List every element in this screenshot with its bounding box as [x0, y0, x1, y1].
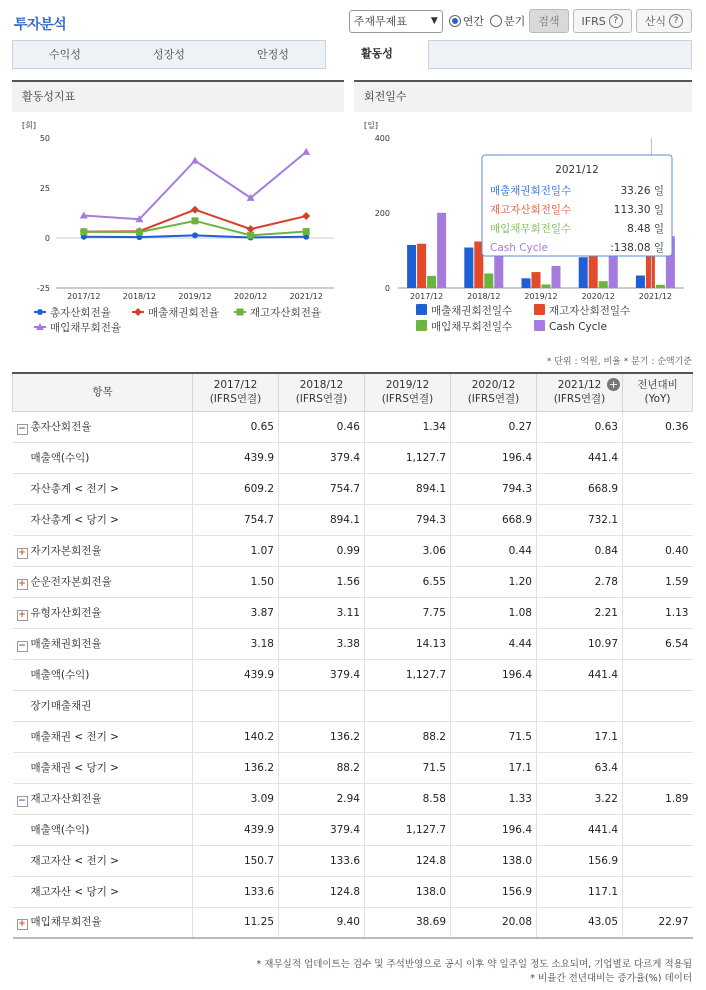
chevron-down-icon: ▼ [430, 16, 438, 26]
basis-label: (IFRS연결) [467, 393, 520, 406]
table-row [13, 504, 693, 535]
cell-value [537, 690, 623, 721]
cell-value: 196.4 [451, 442, 537, 473]
cell-yoy: 1.59 [623, 566, 693, 597]
cell-value: 17.1 [537, 721, 623, 752]
row-label-text: 재고자산회전율 [30, 792, 102, 805]
cell-value [451, 690, 537, 721]
top-bar [0, 0, 706, 40]
cell-value: 0.63 [537, 411, 623, 442]
row-label [13, 566, 193, 597]
cell-value: 4.44 [451, 628, 537, 659]
legend-marker [134, 308, 142, 316]
help-icon: ? [609, 14, 623, 28]
cell-value: 894.1 [365, 473, 451, 504]
cell-value: 88.2 [279, 752, 365, 783]
table-row [13, 566, 693, 597]
footnote-ratio: * 비율간 전년대비는 증가율(%) 데이터 [530, 973, 692, 984]
table-row [13, 690, 693, 721]
y-tick-label: 25 [39, 184, 50, 193]
tooltip-series-label: 매입채무회전일수 [490, 223, 572, 235]
tab-profitability[interactable]: 수익성 [49, 48, 81, 61]
legend-label: 재고자산회전율 [250, 307, 322, 319]
cell-yoy: 1.89 [623, 783, 693, 814]
x-tick-label: 2018/12 [467, 292, 501, 301]
expand-icon[interactable]: + [18, 547, 26, 558]
cell-value [279, 690, 365, 721]
legend-marker [237, 309, 244, 316]
cell-value: 88.2 [365, 721, 451, 752]
period-label: 2020/12 [471, 379, 516, 392]
cell-value: 0.27 [451, 411, 537, 442]
row-label-text: 매출액(수익) [30, 452, 90, 464]
data-point [303, 228, 310, 235]
cell-value: 124.8 [279, 876, 365, 907]
row-label-text: 재고자산 < 당기 > [30, 886, 119, 898]
cell-value: 6.55 [365, 566, 451, 597]
row-label [13, 628, 193, 659]
cell-value: 609.2 [193, 473, 279, 504]
radio-quarter[interactable] [490, 13, 525, 29]
cell-yoy [623, 442, 693, 473]
cell-yoy [623, 690, 693, 721]
cell-value: 133.6 [279, 845, 365, 876]
cell-yoy: 1.13 [623, 597, 693, 628]
data-point [302, 148, 310, 155]
bar [522, 278, 531, 288]
cell-value: 7.75 [365, 597, 451, 628]
activity-chart-panel [12, 80, 344, 338]
data-point [191, 157, 199, 164]
cell-yoy [623, 721, 693, 752]
row-label [13, 442, 193, 473]
legend-label: 재고자산회전일수 [549, 305, 631, 317]
bar [579, 257, 588, 288]
yoy-sub-label: (YoY) [644, 393, 671, 406]
help-icon: ? [669, 14, 683, 28]
y-tick-label: 0 [44, 234, 50, 243]
row-label [13, 907, 193, 938]
bar [427, 276, 436, 288]
cell-value: 2.21 [537, 597, 623, 628]
tooltip-series-label: 매출채권회전일수 [490, 185, 572, 197]
y-tick-label: -25 [36, 284, 50, 293]
cell-value: 441.4 [537, 442, 623, 473]
data-point [136, 229, 143, 236]
legend-label: 매입채무회전율 [50, 322, 122, 334]
x-tick-label: 2018/12 [122, 292, 157, 301]
cell-value: 150.7 [193, 845, 279, 876]
tooltip-period: 2021/12 [555, 164, 599, 176]
tooltip-series-value: 113.30 일 [613, 204, 664, 216]
cell-yoy [623, 876, 693, 907]
bar [417, 244, 426, 288]
col-period [537, 373, 623, 411]
cell-value: 441.4 [537, 814, 623, 845]
activity-chart-title: 활동성지표 [12, 80, 344, 112]
turnover-days-panel [354, 80, 692, 338]
cell-value: 138.0 [365, 876, 451, 907]
row-label [13, 535, 193, 566]
row-label-text: 매출채권 < 전기 > [30, 731, 119, 743]
cell-value: 439.9 [193, 442, 279, 473]
legend-label: 매입채무회전일수 [431, 321, 513, 333]
basis-label: (IFRS연결) [553, 393, 606, 406]
cell-value: 439.9 [193, 814, 279, 845]
cell-value: 8.58 [365, 783, 451, 814]
cell-value: 11.25 [193, 907, 279, 938]
col-period [365, 373, 451, 411]
cell-value: 0.65 [193, 411, 279, 442]
cell-value: 3.06 [365, 535, 451, 566]
cell-yoy: 22.97 [623, 907, 693, 938]
bar [437, 213, 446, 288]
basis-label: (IFRS연결) [381, 393, 434, 406]
cell-yoy [623, 845, 693, 876]
row-label [13, 473, 193, 504]
tab-stability[interactable]: 안정성 [257, 48, 289, 61]
cell-value: 14.13 [365, 628, 451, 659]
col-item: 항목 [13, 373, 193, 411]
cell-value: 117.1 [537, 876, 623, 907]
collapse-icon[interactable]: − [18, 795, 26, 806]
cell-value: 794.3 [451, 473, 537, 504]
cell-value: 732.1 [537, 504, 623, 535]
cell-value: 133.6 [193, 876, 279, 907]
cell-value: 63.4 [537, 752, 623, 783]
row-label [13, 597, 193, 628]
tooltip [482, 155, 672, 256]
table-row [13, 473, 693, 504]
col-period [279, 373, 365, 411]
legend-label: Cash Cycle [549, 321, 607, 333]
cell-yoy [623, 473, 693, 504]
data-point [302, 212, 310, 220]
cell-value: 0.46 [279, 411, 365, 442]
cell-value: 0.99 [279, 535, 365, 566]
cell-yoy: 0.40 [623, 535, 693, 566]
y-unit-label: [일] [364, 121, 378, 130]
cell-value: 17.1 [451, 752, 537, 783]
data-point [80, 228, 87, 235]
controls [349, 9, 692, 33]
data-point [191, 206, 199, 214]
tooltip-series-label: Cash Cycle [490, 242, 548, 254]
table-row [13, 411, 693, 442]
table-row [13, 535, 693, 566]
table-row [13, 845, 693, 876]
row-label [13, 814, 193, 845]
row-label-text: 자산총계 < 전기 > [30, 483, 119, 495]
bar [552, 266, 561, 288]
period-label: 2017/12 [213, 379, 258, 392]
footnote-update: * 재무실적 업데이트는 검수 및 주석반영으로 공시 이후 약 일주일 정도 소요되며, 기업별로 다르게 적용됨 [256, 959, 692, 970]
row-label-text: 자산총계 < 당기 > [30, 514, 119, 526]
cell-yoy [623, 659, 693, 690]
row-label-text: 총자산회전율 [30, 420, 92, 433]
cell-value: 1.20 [451, 566, 537, 597]
basis-label: (IFRS연결) [295, 393, 348, 406]
tab-bar [12, 40, 692, 69]
x-tick-label: 2017/12 [67, 292, 101, 301]
cell-value: 439.9 [193, 659, 279, 690]
cell-value: 754.7 [193, 504, 279, 535]
bar [407, 245, 416, 288]
basis-label: (IFRS연결) [209, 393, 262, 406]
cell-value: 1,127.7 [365, 814, 451, 845]
data-point [247, 232, 254, 239]
cell-value: 124.8 [365, 845, 451, 876]
x-tick-label: 2017/12 [409, 292, 444, 301]
row-label-text: 매입채무회전율 [30, 916, 102, 929]
cell-value: 668.9 [537, 473, 623, 504]
cell-yoy [623, 504, 693, 535]
bar [464, 248, 473, 289]
turnover-days-bar-chart [354, 112, 692, 338]
row-label-text: 재고자산 < 전기 > [30, 855, 119, 867]
bar [532, 272, 541, 288]
cell-value: 43.05 [537, 907, 623, 938]
tooltip-series-value: :138.08 일 [610, 242, 664, 254]
formula-help-button[interactable] [636, 9, 692, 33]
table-row [13, 442, 693, 473]
cell-value: 1.08 [451, 597, 537, 628]
cell-value: 196.4 [451, 659, 537, 690]
turnover-days-title: 회전일수 [354, 80, 692, 112]
tooltip-series-value: 8.48 일 [627, 223, 664, 235]
cell-value: 379.4 [279, 442, 365, 473]
data-point [192, 217, 199, 224]
tab-growth[interactable]: 성장성 [153, 48, 185, 61]
cell-value: 156.9 [537, 845, 623, 876]
col-period [193, 373, 279, 411]
table-row [13, 659, 693, 690]
cell-value: 138.0 [451, 845, 537, 876]
y-tick-label: 200 [374, 209, 390, 218]
radio-annual[interactable] [449, 13, 484, 29]
x-tick-label: 2020/12 [581, 292, 615, 301]
row-label [13, 845, 193, 876]
legend-swatch [416, 320, 427, 331]
cell-value: 1,127.7 [365, 659, 451, 690]
cell-value: 136.2 [193, 752, 279, 783]
bar [636, 276, 645, 288]
row-label [13, 411, 193, 442]
table-row [13, 783, 693, 814]
row-label [13, 659, 193, 690]
cell-value: 20.08 [451, 907, 537, 938]
table-row [13, 876, 693, 907]
cell-yoy: 6.54 [623, 628, 693, 659]
row-label-text: 매출액(수익) [30, 824, 90, 836]
cell-value: 2.94 [279, 783, 365, 814]
legend-marker [37, 309, 43, 315]
activity-table [12, 372, 693, 939]
ifrs-label: IFRS [581, 14, 606, 28]
activity-line-chart [12, 112, 344, 338]
x-tick-label: 2021/12 [638, 292, 673, 301]
data-point [192, 232, 198, 238]
cell-value: 1.33 [451, 783, 537, 814]
row-label-text: 매출채권회전율 [30, 637, 102, 650]
cell-value: 140.2 [193, 721, 279, 752]
row-label [13, 690, 193, 721]
cell-value: 668.9 [451, 504, 537, 535]
row-label [13, 504, 193, 535]
row-label-text: 유형자산회전율 [30, 606, 102, 619]
cell-value: 0.44 [451, 535, 537, 566]
cell-value: 754.7 [279, 473, 365, 504]
y-tick-label: 0 [384, 284, 390, 293]
statement-select[interactable] [349, 10, 443, 33]
expand-icon[interactable]: + [18, 919, 26, 930]
cell-value: 794.3 [365, 504, 451, 535]
cell-value: 379.4 [279, 659, 365, 690]
table-row [13, 814, 693, 845]
row-label [13, 876, 193, 907]
cell-value [193, 690, 279, 721]
radio-quarter-dot[interactable] [490, 15, 502, 27]
cell-value: 10.97 [537, 628, 623, 659]
statement-select-value: 주재무제표 [353, 15, 407, 28]
radio-annual-dot[interactable] [449, 15, 461, 27]
cell-value: 1,127.7 [365, 442, 451, 473]
formula-label: 산식 [644, 15, 666, 28]
cell-value: 3.87 [193, 597, 279, 628]
page-title: 투자분석 [14, 17, 67, 33]
x-tick-label: 2019/12 [178, 292, 212, 301]
cell-value: 3.22 [537, 783, 623, 814]
cell-value: 38.69 [365, 907, 451, 938]
row-label-text: 매출액(수익) [30, 669, 90, 681]
search-button[interactable] [529, 9, 568, 33]
cell-value: 1.34 [365, 411, 451, 442]
period-label: 2019/12 [385, 379, 430, 392]
tooltip-series-label: 재고자산회전일수 [490, 204, 572, 216]
legend-label: 매출채권회전율 [148, 307, 220, 319]
cell-value: 71.5 [365, 752, 451, 783]
x-tick-label: 2020/12 [233, 292, 268, 301]
cell-value: 71.5 [451, 721, 537, 752]
row-label-text: 매출채권 < 당기 > [30, 762, 119, 774]
cell-value: 196.4 [451, 814, 537, 845]
cell-yoy [623, 814, 693, 845]
bar [542, 284, 551, 288]
cell-value: 441.4 [537, 659, 623, 690]
cell-value: 379.4 [279, 814, 365, 845]
legend-swatch [534, 320, 545, 331]
cell-value: 3.11 [279, 597, 365, 628]
collapse-icon[interactable]: − [18, 423, 26, 434]
cell-value: 2.78 [537, 566, 623, 597]
add-column-icon[interactable]: + [608, 378, 619, 391]
period-label: 2018/12 [299, 379, 344, 392]
row-label [13, 721, 193, 752]
units-note: * 단위 : 억원, 비율 * 분기 : 순액기준 [546, 357, 692, 367]
cell-value: 3.09 [193, 783, 279, 814]
cell-yoy [623, 752, 693, 783]
cell-value: 894.1 [279, 504, 365, 535]
ifrs-help-button[interactable] [573, 9, 632, 33]
legend-label: 매출채권회전일수 [431, 305, 513, 317]
search-button-label: 검색 [538, 15, 560, 28]
table-row [13, 628, 693, 659]
period-label: 2021/12 [557, 379, 602, 392]
table-row [13, 597, 693, 628]
cell-value: 1.07 [193, 535, 279, 566]
cell-value: 9.40 [279, 907, 365, 938]
y-tick-label: 50 [39, 134, 50, 143]
tooltip-series-value: 33.26 일 [620, 185, 664, 197]
table-row [13, 752, 693, 783]
legend-swatch [416, 304, 427, 315]
cell-value: 1.50 [193, 566, 279, 597]
legend-swatch [534, 304, 545, 315]
cell-yoy: 0.36 [623, 411, 693, 442]
table-row [13, 907, 693, 938]
col-period [451, 373, 537, 411]
cell-value [365, 690, 451, 721]
bar [484, 273, 493, 288]
radio-quarter-label: 분기 [504, 15, 526, 28]
x-tick-label: 2021/12 [289, 292, 323, 301]
cell-value: 0.84 [537, 535, 623, 566]
cell-value: 3.18 [193, 628, 279, 659]
bar [656, 285, 665, 288]
cell-value: 156.9 [451, 876, 537, 907]
cell-value: 136.2 [279, 721, 365, 752]
row-label-text: 순운전자본회전율 [30, 575, 112, 588]
legend-label: 총자산회전율 [50, 307, 111, 319]
yoy-label: 전년대비 [637, 379, 678, 392]
cell-value: 1.56 [279, 566, 365, 597]
tab-activity[interactable]: 활동성 [325, 40, 429, 69]
bar [599, 281, 608, 288]
radio-annual-label: 연간 [462, 15, 484, 28]
y-tick-label: 400 [374, 134, 390, 143]
cell-value: 3.38 [279, 628, 365, 659]
collapse-icon[interactable]: − [18, 640, 26, 651]
expand-icon[interactable]: + [18, 609, 26, 620]
expand-icon[interactable]: + [18, 578, 26, 589]
col-yoy [623, 373, 693, 411]
row-label [13, 783, 193, 814]
y-unit-label: [회] [22, 121, 36, 130]
table-row [13, 721, 693, 752]
x-tick-label: 2019/12 [524, 292, 558, 301]
row-label-text: 장기매출채권 [30, 700, 92, 712]
table-header-row [13, 373, 693, 411]
row-label [13, 752, 193, 783]
row-label-text: 자기자본회전율 [30, 544, 102, 557]
